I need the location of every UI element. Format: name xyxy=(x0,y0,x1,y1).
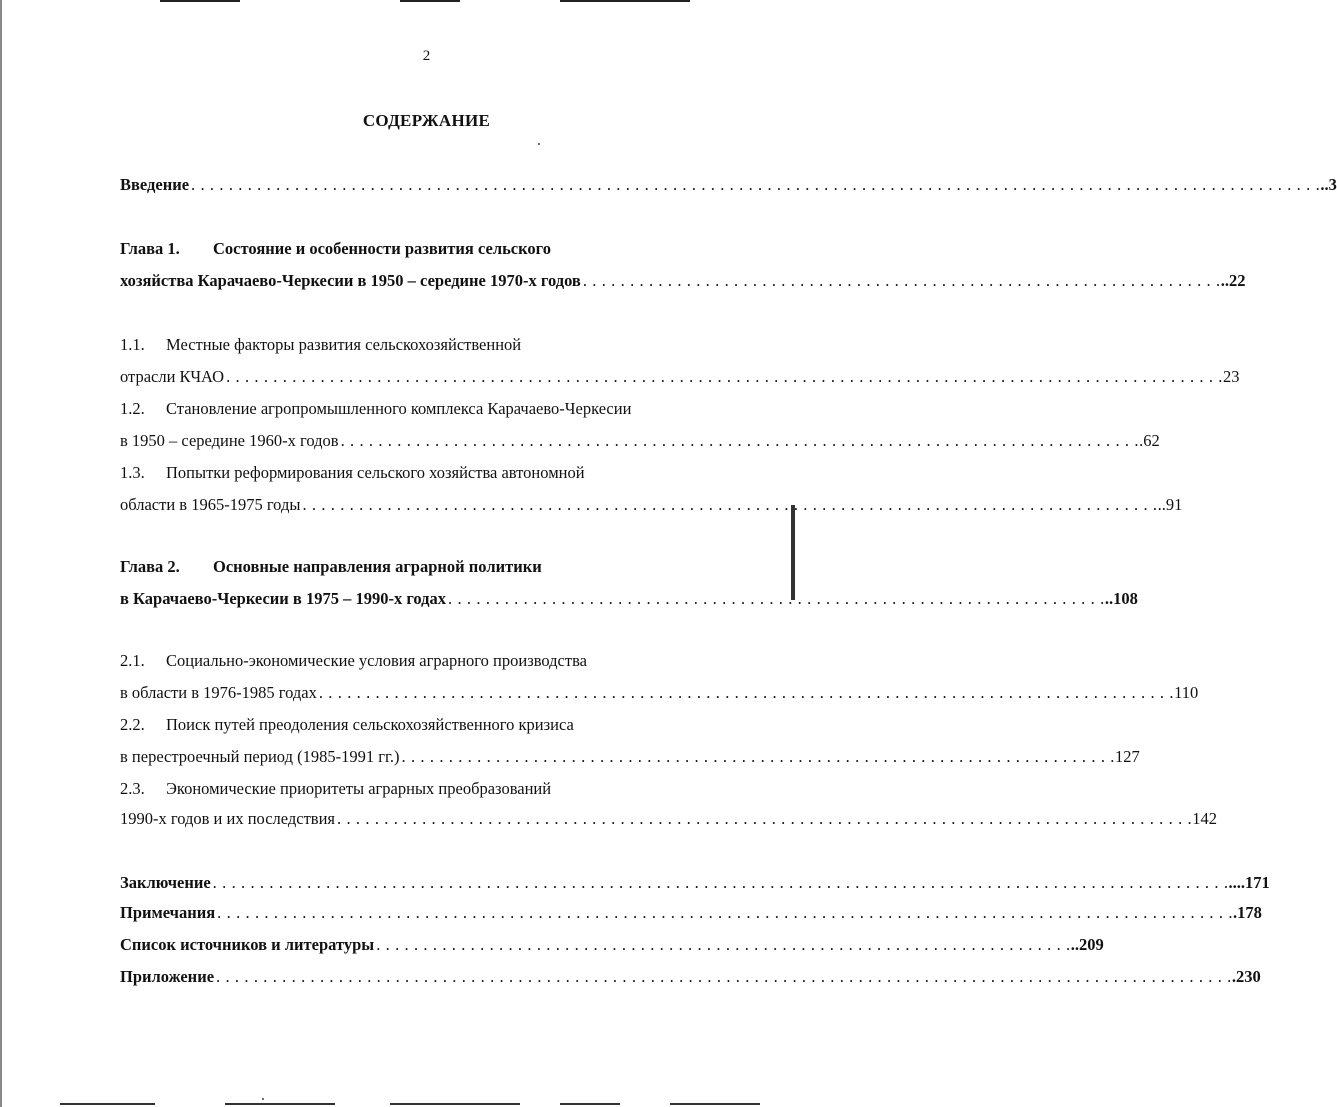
toc-section-1-2-title[interactable] xyxy=(120,398,740,420)
toc-section-1-1-title[interactable] xyxy=(120,334,740,356)
toc-page: ..209 xyxy=(1070,935,1104,954)
leader-dots: . . . . . . . . . . . . . . . . . . . . . . . . . . . . . . . . . . . . . . . . . . . . . . . . . . . . . . . . . . . . . . . . . . . . . . . . . . . . . . . . . . . . . . . . . . . . . . . . . . . . . . . . . . . . . . . . . . . . . . . . xyxy=(191,175,1321,194)
toc-page: .230 xyxy=(1231,967,1261,986)
section-title-cont: области в 1965-1975 годы xyxy=(120,495,301,514)
leader-dots: . . . . . . . . . . . . . . . . . . . . . . . . . . . . . . . . . . . . . . . . . . . . . . . . . . . . . . . . . . . . . . . . . . . . . . . . . . . . . . . . . . . . . . . . . . . xyxy=(302,495,1158,514)
toc-page: .178 xyxy=(1233,903,1262,922)
toc-page: 142 xyxy=(1192,809,1217,828)
section-number: 2.3. xyxy=(120,779,145,798)
toc-entry-notes[interactable] xyxy=(120,902,1262,924)
toc-chapter-1[interactable] xyxy=(120,270,1246,292)
scan-artifact xyxy=(390,1103,520,1105)
section-title: Поиск путей преодоления сельскохозяйственного кризиса xyxy=(166,715,574,734)
section-title-cont: 1990-х годов и их последствия xyxy=(120,809,336,828)
toc-page: .62 xyxy=(1139,431,1160,450)
leader-dots: . . . . . . . . . . . . . . . . . . . . . . . . . . . . . . . . . . . . . . . . . . . . . . . . . . . . . . . . . . . . . . . . . . . . . . . . . . . . . . . . . . . . . . . . . . . . . . . . . . . . . . . . . . . . xyxy=(212,873,1229,892)
leader-dots: . . . . . . . . . . . . . . . . . . . . . . . . . . . . . . . . . . . . . . . . . . . . . . . . . . . . . . . . . . . . . . . . . . . . . . . . . . xyxy=(376,935,1071,954)
scan-artifact xyxy=(560,1103,620,1105)
section-number: 1.2. xyxy=(120,399,145,418)
chapter-title-cont: в Карачаево-Черкесии в 1975 – 1990-х годах xyxy=(120,589,447,608)
leader-dots: . . . . . . . . . . . . . . . . . . . . . . . . . . . . . . . . . . . . . . . . . . . . . . . . . . . . . . . . . . . . . . . . . . . . . . . . . . . . . . . . . . . . . . . . . . . xyxy=(337,809,1193,828)
chapter-title-cont: хозяйства Карачаево-Черкесии в 1950 – середине 1970-х годов xyxy=(120,271,581,290)
section-title: Становление агропромышленного комплекса Карачаево-Черкесии xyxy=(166,399,632,418)
section-number: 1.3. xyxy=(120,463,145,482)
toc-label: Приложение xyxy=(120,967,215,986)
toc-chapter-1-title[interactable] xyxy=(120,238,740,260)
chapter-number: Глава 1. xyxy=(120,239,180,258)
section-number: 2.1. xyxy=(120,651,145,670)
toc-label: Заключение xyxy=(120,873,211,892)
leader-dots: . . . . . . . . . . . . . . . . . . . . . . . . . . . . . . . . . . . . . . . . . . . . . . . . . . . . . . . . . . . . . . . . . . . . . . . . . . . . xyxy=(401,747,1115,766)
section-title-cont: в области в 1976-1985 годах xyxy=(120,683,317,702)
toc-section-2-1-title[interactable] xyxy=(120,650,740,672)
leader-dots: . . . . . . . . . . . . . . . . . . . . . . . . . . . . . . . . . . . . . . . . . . . . . . . . . . . . . . . . . . . . . . . . . . . . . . . . . . . . . . . . . . . . . xyxy=(340,431,1140,450)
toc-section-1-1[interactable] xyxy=(120,366,1240,388)
toc-page: ..108 xyxy=(1104,589,1138,608)
scan-artifact xyxy=(560,0,690,2)
section-title: Социально-экономические условия аграрного производства xyxy=(166,651,587,670)
toc-page: 127 xyxy=(1115,747,1140,766)
section-title-cont: в 1950 – середине 1960-х годов xyxy=(120,431,339,450)
toc-chapter-2-title[interactable] xyxy=(120,556,740,578)
toc-page: ..22 xyxy=(1220,271,1246,290)
toc-section-2-2[interactable] xyxy=(120,746,1140,768)
scan-speck xyxy=(538,143,540,145)
scan-edge xyxy=(0,0,2,1107)
toc-section-1-3-title[interactable] xyxy=(120,462,740,484)
scan-artifact xyxy=(400,0,460,2)
leader-dots: . . . . . . . . . . . . . . . . . . . . . . . . . . . . . . . . . . . . . . . . . . . . . . . . . . . . . . . . . . . . . . . . . . . . xyxy=(582,271,1221,290)
toc-section-1-3[interactable] xyxy=(120,494,1183,516)
toc-entry-sources[interactable] xyxy=(120,934,1104,956)
toc-section-2-1[interactable] xyxy=(120,682,1199,704)
section-title: Попытки реформирования сельского хозяйства автономной xyxy=(166,463,585,482)
leader-dots: . . . . . . . . . . . . . . . . . . . . . . . . . . . . . . . . . . . . . . . . . . . . . . . . . . . . . . . . . . . . . . . . . . . . . . . . . . . . . . . . . . . . . . . . . . . . . . . . . . . . . . . . . . xyxy=(226,367,1224,386)
toc-section-1-2[interactable] xyxy=(120,430,1160,452)
section-number: 2.2. xyxy=(120,715,145,734)
toc-label: Список источников и литературы xyxy=(120,935,375,954)
toc-entry-conclusion[interactable] xyxy=(120,872,1270,894)
scan-artifact xyxy=(791,505,795,600)
scan-artifact xyxy=(160,0,240,2)
scan-artifact xyxy=(225,1103,335,1105)
chapter-title: Основные направления аграрной политики xyxy=(213,557,542,576)
toc-page: ..3 xyxy=(1320,175,1337,194)
section-number: 1.1. xyxy=(120,335,145,354)
toc-chapter-2[interactable] xyxy=(120,588,1138,610)
toc-label: Примечания xyxy=(120,903,216,922)
section-title: Экономические приоритеты аграрных преобразований xyxy=(166,779,552,798)
section-title-cont: в перестроечный период (1985-1991 гг.) xyxy=(120,747,400,766)
leader-dots: . . . . . . . . . . . . . . . . . . . . . . . . . . . . . . . . . . . . . . . . . . . . . . . . . . . . . . . . . . . . . . . . . . . . . . . . . . . . . . . . . . . . . . . . . . . . . . . . . . . . . . . . . . . . xyxy=(216,967,1232,986)
leader-dots: . . . . . . . . . . . . . . . . . . . . . . . . . . . . . . . . . . . . . . . . . . . . . . . . . . . . . . . . . . . . . . . . . . . . . . xyxy=(448,589,1105,608)
toc-entry-appendix[interactable] xyxy=(120,966,1261,988)
chapter-title: Состояние и особенности развития сельского xyxy=(213,239,552,258)
toc-section-2-3-title[interactable] xyxy=(120,778,740,800)
chapter-number: Глава 2. xyxy=(120,557,180,576)
toc-entry-introduction[interactable] xyxy=(120,174,1337,196)
scan-speck xyxy=(262,1098,264,1100)
toc-section-2-2-title[interactable] xyxy=(120,714,740,736)
section-title-cont: отрасли КЧАО xyxy=(120,367,225,386)
toc-page: 23 xyxy=(1223,367,1240,386)
toc-section-2-3[interactable] xyxy=(120,808,1217,830)
toc-page: ..91 xyxy=(1157,495,1183,514)
leader-dots: . . . . . . . . . . . . . . . . . . . . . . . . . . . . . . . . . . . . . . . . . . . . . . . . . . . . . . . . . . . . . . . . . . . . . . . . . . . . . . . . . . . . . . . . . . . xyxy=(318,683,1175,702)
scan-artifact xyxy=(60,1103,155,1105)
section-title: Местные факторы развития сельскохозяйственной xyxy=(166,335,522,354)
toc-page: 110 xyxy=(1174,683,1199,702)
toc-page: ....171 xyxy=(1228,873,1270,892)
toc-label: Введение xyxy=(120,175,190,194)
scan-artifact xyxy=(670,1103,760,1105)
page-title: СОДЕРЖАНИЕ xyxy=(362,111,491,130)
page-number: 2 xyxy=(422,48,431,64)
leader-dots: . . . . . . . . . . . . . . . . . . . . . . . . . . . . . . . . . . . . . . . . . . . . . . . . . . . . . . . . . . . . . . . . . . . . . . . . . . . . . . . . . . . . . . . . . . . . . . . . . . . . . . . . . . . . xyxy=(217,903,1234,922)
